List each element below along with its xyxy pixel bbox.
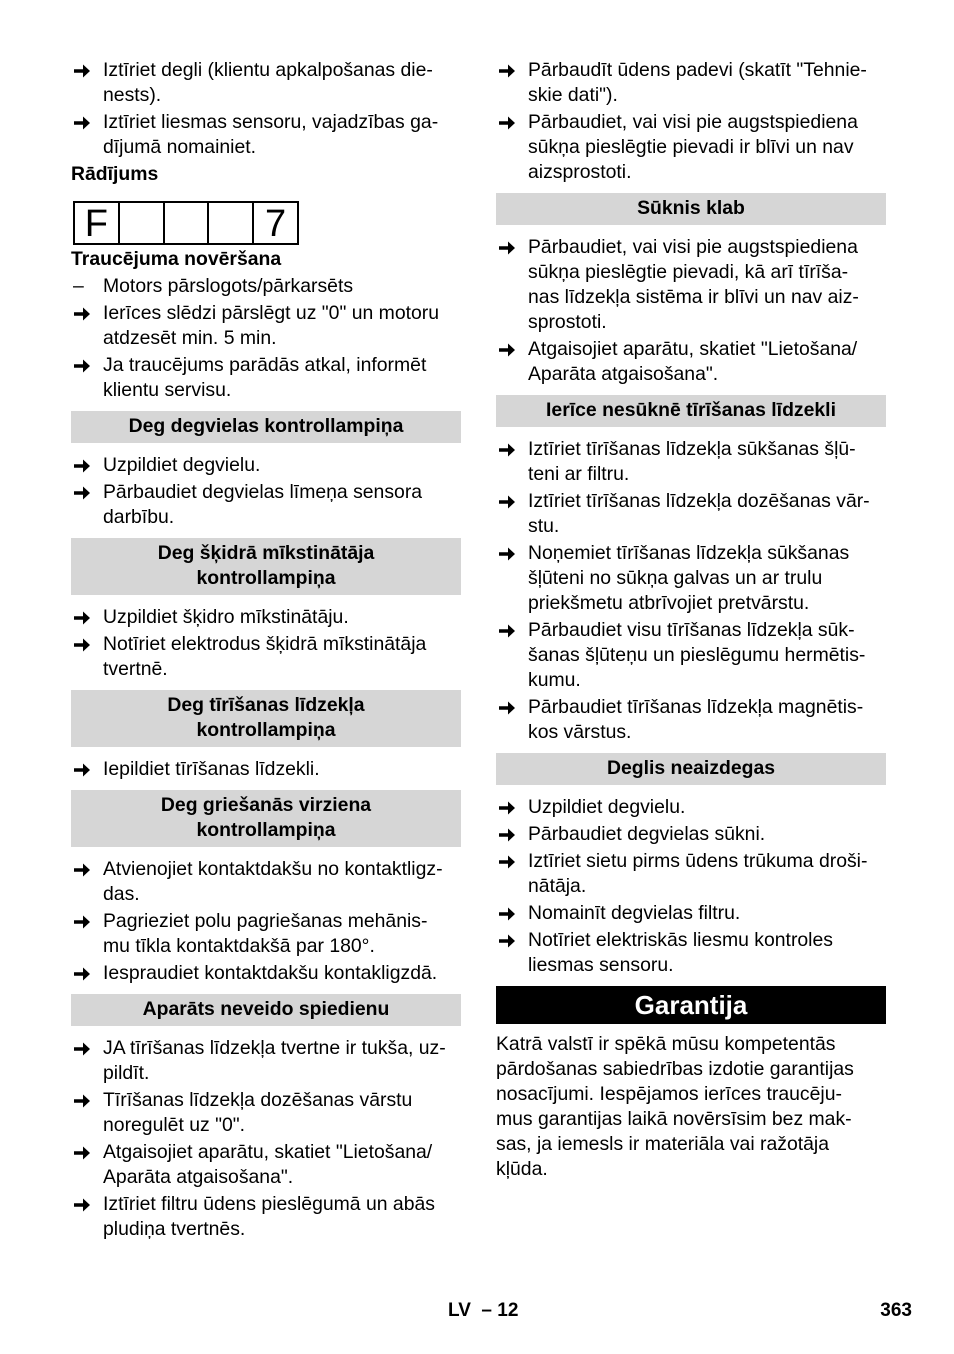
arrow-marker [498,110,520,131]
list-item-text: Motors pārslogots/pārkarsēts [103,275,354,297]
list-item-text: Iespraudiet kontaktdakšu kontakligzdā. [103,962,438,984]
list-item [496,618,886,693]
arrow-right-icon [498,623,516,639]
troubleshoot-label: Traucējuma novēršana [71,248,282,270]
list-item [71,1192,461,1242]
list-item [71,961,461,986]
arrow-right-icon [498,800,516,816]
list-item-text: Iztīriet tīrīšanas līdzekļa sūkšanas šļū- teni ar filtru. [528,438,856,485]
arrow-right-icon [73,115,91,131]
arrow-marker [498,618,520,639]
arrow-marker [498,695,520,716]
list-item-text: Iztīriet sietu pirms ūdens trūkuma droši- nātāja. [528,850,868,897]
list-item [71,353,461,403]
list-item [71,58,461,108]
list-item [71,857,461,907]
list-item-text: Uzpildiet degvielu. [528,796,686,818]
left-column [71,58,461,1244]
list-item [496,928,886,978]
guarantee-text: Katrā valstī ir spēkā mūsu kompetentās pārdošanas sabiedrības izdotie garantijas nosacījumi. Iespējamos ierīces traucēju- mus garantijas laikā novērsīsim bez mak- sas, ja iemesls ir materiāla vai ražotāja kļūda. [496,1033,854,1180]
list-item [71,480,461,530]
arrow-right-icon [73,458,91,474]
list-item [496,235,886,335]
arrow-right-icon [498,63,516,79]
arrow-right-icon [73,1093,91,1109]
section-heading: Deg degvielas kontrollampiņa [71,411,461,443]
arrow-right-icon [73,485,91,501]
arrow-right-icon [498,906,516,922]
list-item-text: Atgaisojiet aparātu, skatiet "Lietošana/ Aparāta atgaisošana". [528,338,858,385]
list-item [71,301,461,351]
display-cell [120,203,165,243]
arrow-marker [73,1140,95,1161]
arrow-right-icon [498,342,516,358]
arrow-right-icon [498,494,516,510]
left-intro-list [71,58,461,160]
arrow-right-icon [498,546,516,562]
section-heading: Ierīce nesūknē tīrīšanas līdzekli [496,395,886,427]
list-item-text: Pārbaudiet visu tīrīšanas līdzekļa sūk- šanas šļūteņu un pieslēgumu hermētis- kumu. [528,619,866,691]
section-heading: Deg tīrīšanas līdzekļa kontrollampiņa [71,690,461,747]
arrow-marker [498,928,520,949]
section-heading: Deglis neaizdegas [496,753,886,785]
arrow-marker [498,849,520,870]
list-item [71,274,461,299]
list-item [496,541,886,616]
arrow-marker [73,1192,95,1213]
arrow-marker [73,857,95,878]
page-number: 363 [880,1300,912,1321]
list-item [496,437,886,487]
dash-marker: – [73,275,84,297]
display-cell [209,203,254,243]
list-item-text: Iztīriet degli (klientu apkalpošanas die- nests). [103,59,433,106]
guarantee-heading: Garantija [496,986,886,1024]
list-item [71,110,461,160]
arrow-marker [498,822,520,843]
list-item-text: Pārbaudiet degvielas līmeņa sensora darbību. [103,481,423,528]
list-item [496,489,886,539]
list-item [71,1140,461,1190]
arrow-marker [73,632,95,653]
arrow-marker [498,541,520,562]
arrow-right-icon [73,358,91,374]
display-label: Rādījums [71,163,159,185]
right-intro-list [496,58,886,185]
section-heading: Deg griešanās virziena kontrollampiņa [71,790,461,847]
arrow-marker [498,437,520,458]
list-item [71,757,461,782]
right-column [496,58,886,1182]
arrow-right-icon [73,1041,91,1057]
list-item-text: Pārbaudīt ūdens padevi (skatīt "Tehnie- skie dati"). [528,59,867,106]
list-item-text: Pārbaudiet tīrīšanas līdzekļa magnētis- kos vārstus. [528,696,864,743]
list-item [496,822,886,847]
list-item-text: Ierīces slēdzi pārslēgt uz "0" un motoru atdzesēt min. 5 min. [103,302,440,349]
list-item [71,1088,461,1138]
list-item-text: Iztīriet filtru ūdens pieslēgumā un abās pludiņa tvertnēs. [103,1193,435,1240]
footer-language-page: LV – 12 [448,1300,519,1321]
list-item-text: Uzpildiet šķidro mīkstinātāju. [103,606,349,628]
list-item-text: Nomainīt degvielas filtru. [528,902,741,924]
arrow-right-icon [498,933,516,949]
arrow-right-icon [73,610,91,626]
list-item [496,795,886,820]
list-item [496,337,886,387]
list-item-text: Iepildiet tīrīšanas līdzekli. [103,758,320,780]
list-item-text: Noņemiet tīrīšanas līdzekļa sūkšanas šļūteni no sūkņa galvas un ar trulu priekšmetu atbrīvojiet pretvārstu. [528,542,850,614]
arrow-marker [498,337,520,358]
arrow-marker [73,353,95,374]
arrow-marker [73,480,95,501]
right-sections [496,193,886,978]
arrow-right-icon [73,63,91,79]
arrow-right-icon [73,1197,91,1213]
arrow-marker [73,453,95,474]
list-item [71,1036,461,1086]
arrow-right-icon [73,914,91,930]
arrow-right-icon [498,700,516,716]
list-item-text: Notīriet elektrodus šķidrā mīkstinātāja tvertnē. [103,633,427,680]
arrow-right-icon [73,862,91,878]
arrow-right-icon [73,637,91,653]
arrow-right-icon [498,442,516,458]
arrow-right-icon [498,827,516,843]
arrow-marker [73,605,95,626]
list-item-text: Notīriet elektriskās liesmu kontroles liesmas sensoru. [528,929,833,976]
list-item-text: Pārbaudiet, vai visi pie augstspiediena sūkņa pieslēgtie pievadi ir blīvi un nav aizsprostoti. [528,111,858,183]
arrow-marker [73,757,95,778]
arrow-right-icon [73,966,91,982]
list-item-text: Uzpildiet degvielu. [103,454,261,476]
arrow-marker [498,489,520,510]
arrow-right-icon [498,240,516,256]
arrow-marker [498,235,520,256]
list-item-text: JA tīrīšanas līdzekļa tvertne ir tukša, uz- pildīt. [103,1037,446,1084]
arrow-marker [73,1036,95,1057]
arrow-marker [498,795,520,816]
list-item-text: Pārbaudiet, vai visi pie augstspiediena sūkņa pieslēgtie pievadi, kā arī tīrīša- nas līdzekļa sistēma ir blīvi un nav aiz- sprostoti. [528,236,859,333]
list-item [71,632,461,682]
list-item-text: Pagrieziet polu pagriešanas mehānis- mu tīkla kontaktdakšā par 180°. [103,910,428,957]
section-heading: Deg šķidrā mīkstinātāja kontrollampiņa [71,538,461,595]
arrow-marker [498,901,520,922]
list-item-text: Iztīriet liesmas sensoru, vajadzības ga- dījumā nomainiet. [103,111,439,158]
arrow-marker [73,909,95,930]
list-item [496,695,886,745]
arrow-marker [73,961,95,982]
list-item [71,453,461,478]
display-cell: 7 [265,203,287,245]
display-cell: F [75,203,120,243]
error-display [73,201,299,245]
arrow-right-icon [73,762,91,778]
list-item [496,58,886,108]
arrow-right-icon [498,115,516,131]
display-cell [165,203,210,243]
arrow-marker [73,58,95,79]
arrow-marker [498,58,520,79]
list-item-text: Atvienojiet kontaktdakšu no kontaktligz- das. [103,858,443,905]
list-item-text: Ja traucējums parādās atkal, informēt klientu servisu. [103,354,427,401]
list-item-text: Iztīriet tīrīšanas līdzekļa dozēšanas vār- stu. [528,490,870,537]
section-heading: Sūknis klab [496,193,886,225]
list-item [496,849,886,899]
arrow-right-icon [73,306,91,322]
list-item [71,909,461,959]
list-item [496,110,886,185]
arrow-right-icon [498,854,516,870]
arrow-right-icon [73,1145,91,1161]
list-item-text: Tīrīšanas līdzekļa dozēšanas vārstu noregulēt uz "0". [103,1089,413,1136]
arrow-marker [73,301,95,322]
list-item [71,605,461,630]
left-sections [71,411,461,1242]
arrow-marker [73,110,95,131]
section-heading: Aparāts neveido spiedienu [71,994,461,1026]
list-item [496,901,886,926]
arrow-marker [73,1088,95,1109]
list-item-text: Atgaisojiet aparātu, skatiet "Lietošana/ Aparāta atgaisošana". [103,1141,433,1188]
troubleshoot-list [71,274,461,403]
list-item-text: Pārbaudiet degvielas sūkni. [528,823,766,845]
